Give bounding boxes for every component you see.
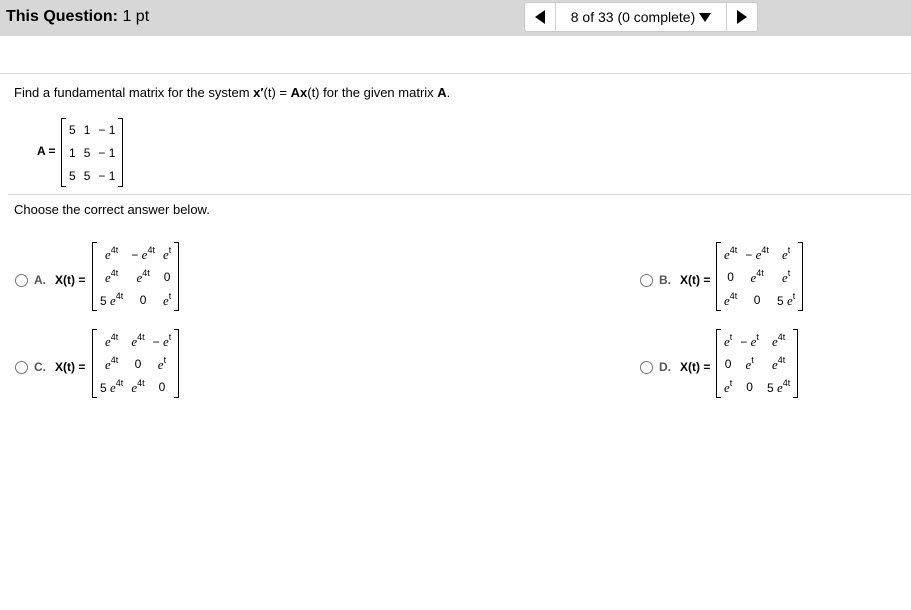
matrix-cell: 5 $e^{4t}$ <box>766 377 791 395</box>
matrix-cell: $e^{4t}$ <box>105 267 119 285</box>
matrix-a-cell: 5 <box>69 168 76 183</box>
chevron-down-icon <box>699 13 711 22</box>
progress-label: 8 of 33 (0 complete) <box>570 9 696 25</box>
option-b-matrix <box>716 242 803 311</box>
matrix-cell: 0 <box>746 379 753 394</box>
question-dropdown[interactable] <box>555 3 727 31</box>
matrix-cell: − $e^{4t}$ <box>745 244 769 262</box>
matrix-cell: 0 <box>163 269 171 284</box>
option-a-matrix <box>92 242 179 311</box>
matrix-cell: $e^{4t}$ <box>750 267 764 285</box>
question-points: This Question: 1 pt <box>6 8 150 25</box>
matrix-cell: 0 <box>139 292 147 307</box>
option-lhs: X(t) = <box>55 273 86 287</box>
matrix-a-cell: 1 <box>83 122 91 137</box>
option-letter: B. <box>659 273 671 287</box>
option-c[interactable] <box>15 360 85 374</box>
matrix-cell: $e^{4t}$ <box>105 244 119 262</box>
matrix-cell: − $e^t$ <box>152 331 172 349</box>
matrix-cell: 0 <box>753 292 761 307</box>
header-bar <box>0 0 911 36</box>
question-navigator <box>524 2 758 32</box>
matrix-cell: $e^t$ <box>724 377 733 395</box>
option-c-matrix <box>92 329 179 398</box>
next-question-button[interactable] <box>727 3 757 31</box>
matrix-a-cell: 5 <box>69 122 76 137</box>
matrix-cell: $e^{4t}$ <box>131 377 145 395</box>
matrix-cell: $e^{4t}$ <box>105 331 119 349</box>
matrix-cell: $e^t$ <box>781 267 791 285</box>
radio-button[interactable] <box>15 274 28 287</box>
matrix-cell: $e^{4t}$ <box>724 244 738 262</box>
matrix-cell: $e^{4t}$ <box>771 331 786 349</box>
matrix-cell: $e^{4t}$ <box>131 331 145 349</box>
matrix-a-cell: 1 <box>69 145 76 160</box>
matrix-cell: $e^{4t}$ <box>136 267 150 285</box>
option-letter: C. <box>34 360 46 374</box>
option-d[interactable] <box>640 360 710 374</box>
matrix-a-cell: 5 <box>83 145 91 160</box>
matrix-cell: 0 <box>158 379 166 394</box>
matrix-cell: $e^t$ <box>781 244 791 262</box>
matrix-cell: 0 <box>724 356 732 371</box>
matrix-cell: 5 $e^t$ <box>776 290 796 308</box>
radio-button[interactable] <box>15 361 28 374</box>
question-prompt: Find a fundamental matrix for the system x′(t) = Ax(t) for the given matrix A. <box>14 85 451 100</box>
matrix-a-label: A = <box>37 144 56 158</box>
option-lhs: X(t) = <box>680 273 711 287</box>
matrix-a-cell: − 1 <box>98 122 116 137</box>
matrix-a-cell: 5 <box>83 168 91 183</box>
matrix-cell: $e^t$ <box>157 354 167 372</box>
matrix-cell: $e^t$ <box>162 244 172 262</box>
instruction-text: Choose the correct answer below. <box>14 202 210 217</box>
matrix-cell: 5 $e^{4t}$ <box>100 377 124 395</box>
matrix-cell: $e^t$ <box>724 331 733 349</box>
arrow-left-icon <box>535 10 545 24</box>
arrow-right-icon <box>737 10 747 24</box>
matrix-cell: 5 $e^{4t}$ <box>100 290 124 308</box>
option-letter: D. <box>659 360 671 374</box>
option-lhs: X(t) = <box>55 360 86 374</box>
matrix-a <box>61 118 123 187</box>
radio-button[interactable] <box>640 361 653 374</box>
radio-button[interactable] <box>640 274 653 287</box>
matrix-cell: 0 <box>134 356 142 371</box>
matrix-cell: 0 <box>727 269 734 284</box>
matrix-cell: − $e^t$ <box>740 331 759 349</box>
option-lhs: X(t) = <box>680 360 711 374</box>
previous-question-button[interactable] <box>525 3 555 31</box>
matrix-cell: $e^{4t}$ <box>771 354 786 372</box>
option-b[interactable] <box>640 273 710 287</box>
matrix-cell: $e^{4t}$ <box>724 290 738 308</box>
divider <box>8 194 911 195</box>
matrix-a-cell: − 1 <box>98 145 116 160</box>
matrix-cell: $e^t$ <box>162 290 172 308</box>
option-a[interactable] <box>15 273 85 287</box>
option-d-matrix <box>716 329 798 398</box>
matrix-a-cell: − 1 <box>98 168 116 183</box>
divider <box>0 73 911 74</box>
matrix-cell: − $e^{4t}$ <box>131 244 155 262</box>
option-letter: A. <box>34 273 46 287</box>
matrix-cell: $e^{4t}$ <box>105 354 119 372</box>
matrix-cell: $e^t$ <box>745 354 754 372</box>
